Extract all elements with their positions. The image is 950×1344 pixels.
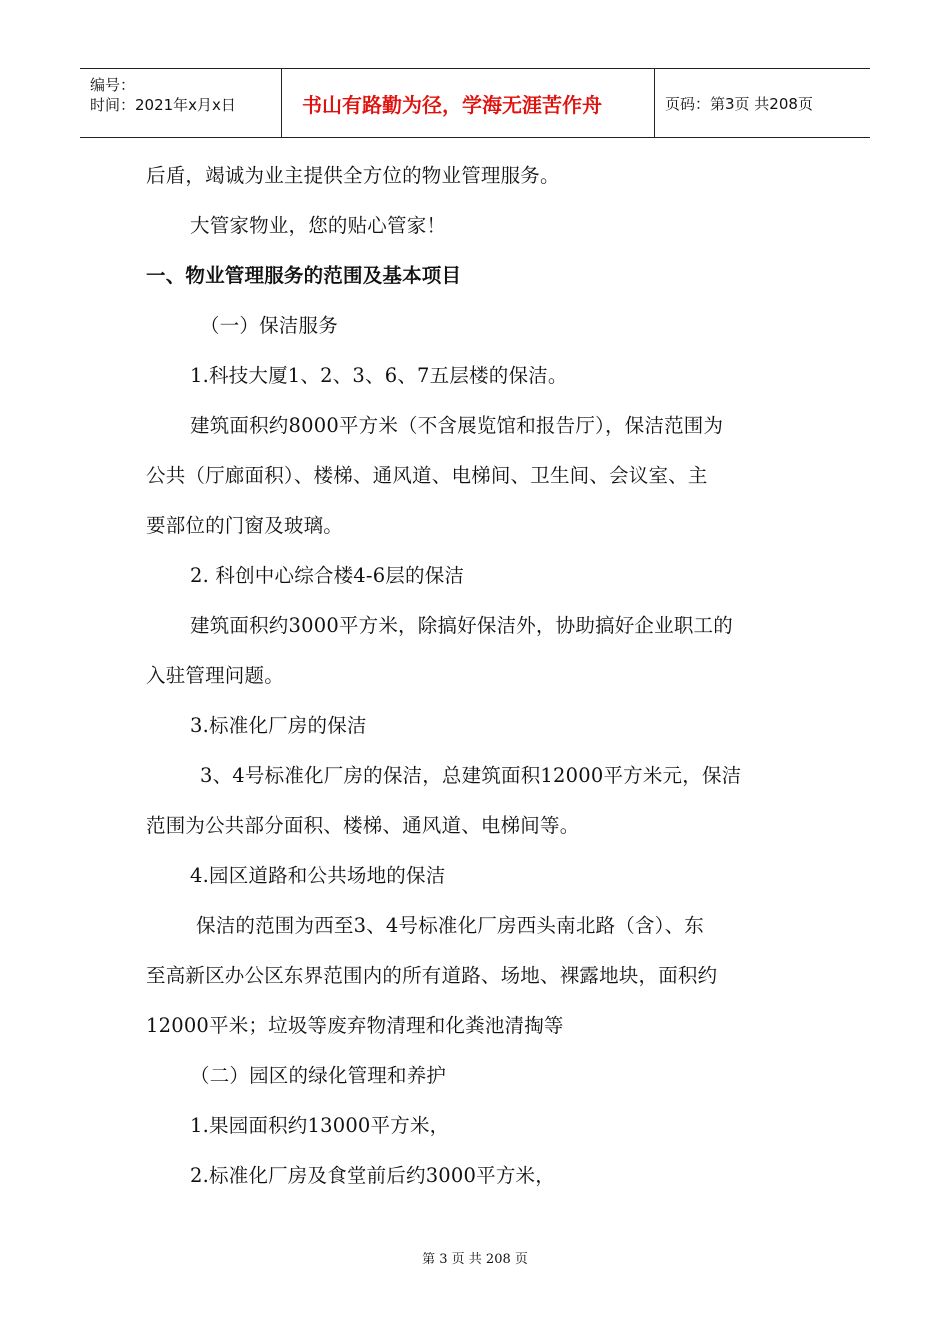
subsection-heading: （一）保洁服务 xyxy=(200,314,338,337)
body-line: 1.科技大厦1、2、3、6、7五层楼的保洁。 xyxy=(190,364,568,387)
body-line: 2. 科创中心综合楼4-6层的保洁 xyxy=(190,564,465,587)
body-line: 范围为公共部分面积、楼梯、通风道、电梯间等。 xyxy=(146,814,580,837)
body-line: 要部位的门窗及玻璃。 xyxy=(146,514,344,537)
body-line: 后盾，竭诚为业主提供全方位的物业管理服务。 xyxy=(146,164,560,187)
body-line: 3.标准化厂房的保洁 xyxy=(190,714,367,737)
header-page-label: 页码：第3页 共208页 xyxy=(665,94,813,113)
document-number-label: 编号： xyxy=(90,76,136,94)
body-line: 1.果园面积约13000平方米， xyxy=(190,1114,450,1137)
body-line: 公共（厅廊面积）、楼梯、通风道、电梯间、卫生间、会议室、主 xyxy=(146,464,708,487)
page-footer: 第 3 页 共 208 页 xyxy=(422,1252,528,1267)
body-line: 至高新区办公区东界范围内的所有道路、场地、裸露地块，面积约 xyxy=(146,964,718,987)
body-line: 12000平米；垃圾等废弃物清理和化粪池清掏等 xyxy=(146,1014,564,1037)
header-meta xyxy=(80,69,282,137)
body-line: 建筑面积约8000平方米（不含展览馆和报告厅），保洁范围为 xyxy=(190,414,724,437)
body-line: 3、4号标准化厂房的保洁，总建筑面积12000平方米元，保洁 xyxy=(200,764,742,787)
body-line: 2.标准化厂房及食堂前后约3000平方米， xyxy=(190,1164,555,1187)
header-motto: 书山有路勤为径，学海无涯苦作舟 xyxy=(282,69,655,137)
page-header xyxy=(80,68,870,138)
section-heading: 一、物业管理服务的范围及基本项目 xyxy=(146,264,462,287)
body-line: 4.园区道路和公共场地的保洁 xyxy=(190,864,446,887)
subsection-heading: （二）园区的绿化管理和养护 xyxy=(190,1064,447,1087)
body-line: 大管家物业，您的贴心管家！ xyxy=(190,214,447,237)
document-date-label: 时间：2021年x月x日 xyxy=(90,96,236,114)
body-line: 保洁的范围为西至3、4号标准化厂房西头南北路（含）、东 xyxy=(196,914,704,937)
body-line: 建筑面积约3000平方米，除搞好保洁外，协助搞好企业职工的 xyxy=(190,614,733,637)
body-line: 入驻管理问题。 xyxy=(146,664,284,687)
